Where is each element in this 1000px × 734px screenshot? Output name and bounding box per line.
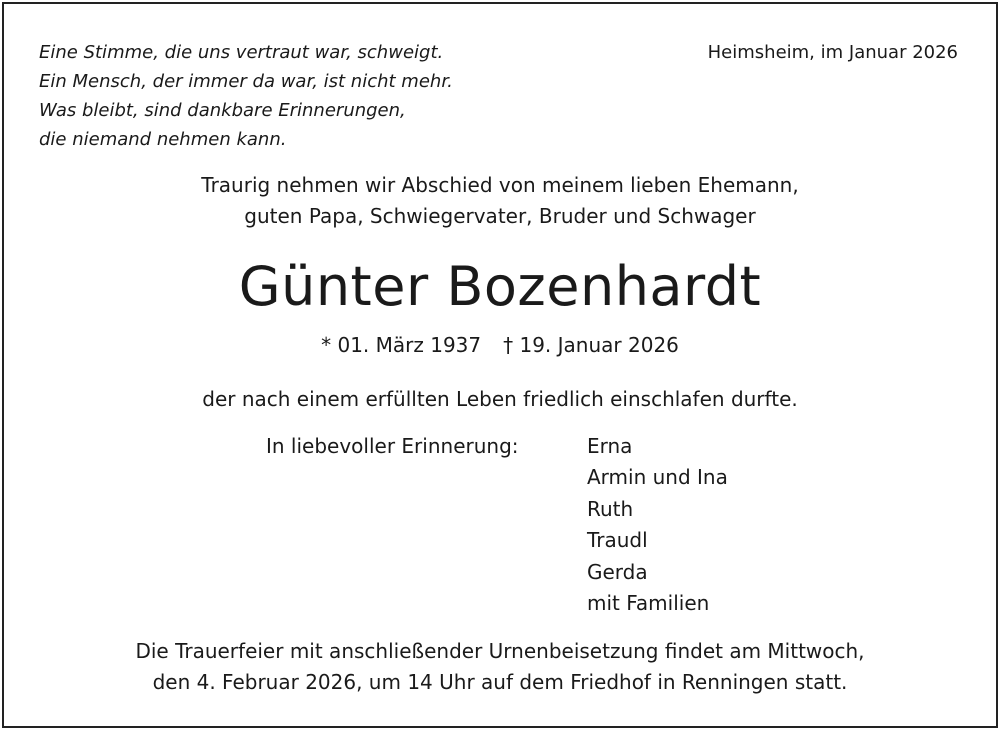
poem-line: Eine Stimme, die uns vertraut war, schweigt. [39,42,444,63]
funeral-details [4,636,996,698]
funeral-line: den 4. Februar 2026, um 14 Uhr auf dem Friedhof in Renningen statt. [152,670,848,694]
poem-line: Was bleibt, sind dankbare Erinnerungen, [39,100,406,121]
mourners-list [587,431,728,619]
announcement-intro [4,170,996,232]
intro-line: guten Papa, Schwiegervater, Bruder und Schwager [244,204,756,228]
memory-label: In liebevoller Erinnerung: [266,434,519,458]
closing-sentence: der nach einem erfüllten Leben friedlich einschlafen durfte. [202,387,798,411]
list-item: mit Familien [587,591,710,616]
poem-line: die niemand nehmen kann. [39,129,287,150]
deceased-name: Günter Bozenhardt [238,255,762,318]
poem-line: Ein Mensch, der immer da war, ist nicht mehr. [39,71,453,92]
death-date: † 19. Januar 2026 [503,333,679,357]
funeral-line: Die Trauerfeier mit anschließender Urnenbeisetzung findet am Mittwoch, [135,639,865,663]
obituary-notice [2,2,998,728]
list-item: Armin und Ina [587,465,728,490]
life-dates [4,330,996,360]
list-item: Ruth [587,496,634,521]
place-and-date: Heimsheim, im Januar 2026 [707,42,958,63]
memorial-poem [39,38,453,154]
list-item: Traudl [587,528,648,553]
list-item: Erna [587,434,633,458]
list-item: Gerda [587,559,648,584]
intro-line: Traurig nehmen wir Abschied von meinem lieben Ehemann, [201,173,799,197]
birth-date: * 01. März 1937 [321,333,482,357]
